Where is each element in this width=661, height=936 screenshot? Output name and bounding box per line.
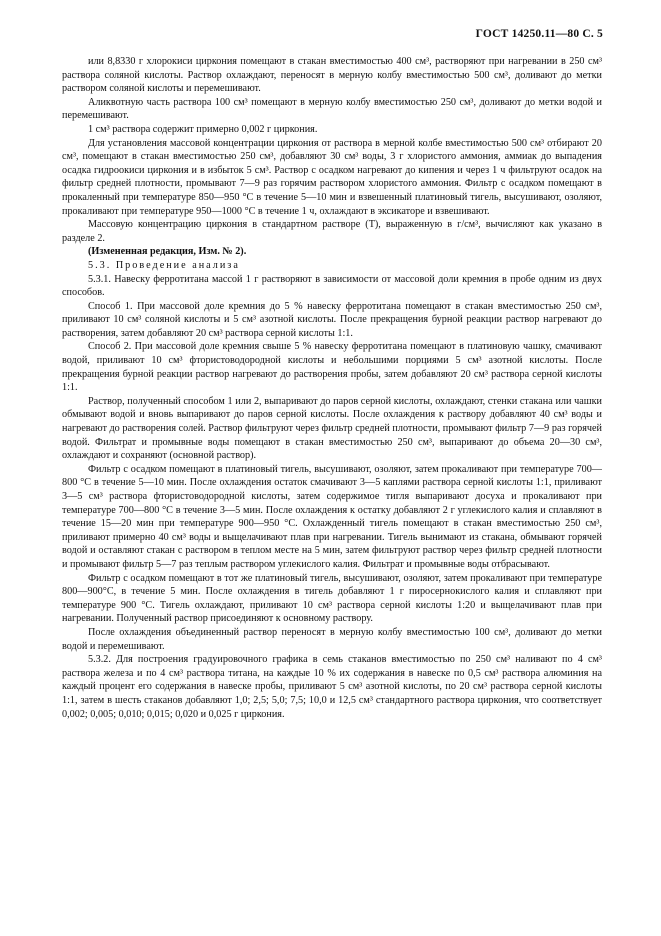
paragraph-2: Аликвотную часть раствора 100 см³ помещают в мерную колбу вместимостью 250 см³, доливают до метки водой и перемешивают. [62,96,602,122]
paragraph-3: 1 см³ раствора содержит примерно 0,002 г циркония. [88,123,318,135]
method-1-paragraph: Способ 1. При массовой доле кремния до 5 % навеску ферротитана помещают в стакан вместимостью 250 см³, приливают 10 см³ соляной кислоты и 5 см³ азотной кислоты. После прекращения бурной реакции раствор нагревают до растворения, затем добавляют 20 см³ раствора серной кислоты 1:1. [62,300,602,339]
section-heading: 5.3. Проведение анализа [88,259,240,271]
paragraph-combined: После охлаждения объединенный раствор переносят в мерную колбу вместимостью 100 см³, доливают до метки водой и перемешивают. [62,626,602,652]
paragraph-evaporation: Раствор, полученный способом 1 или 2, выпаривают до паров серной кислоты, охлаждают, стенки стакана или чашки обмывают водой и вновь выпаривают до паров серной кислоты. После охлаждения к раствору добавляют 40 см³ воды и нагревают до растворения солей. Раствор фильтруют через фильтр средней плотности, промывают фильтр 7—9 раз горячей водой. Фильтрат и промывные воды помещают в стакан вместимостью 250 см³, выпаривают до объема 20—30 см³, охлаждают и сохраняют (основной раствор). [62,395,602,462]
page-header: ГОСТ 14250.11—80 С. 5 [475,28,603,40]
paragraph-5: Массовую концентрацию циркония в стандартном растворе (Т), выраженную в г/см³, вычисляют как указано в разделе 2. [62,219,602,244]
paragraph-1: или 8,8330 г хлорокиси циркония помещают в стакан вместимостью 400 см³, растворяют при нагревании в 250 см³ раствора соляной кислоты. Раствор охлаждают, переносят в мерную колбу вместимостью 500 см³, доливают до метки раствором соляной кислоты и перемешивают. [62,56,602,95]
paragraph-filter-1: Фильтр с осадком помещают в платиновый тигель, высушивают, озоляют, затем прокаливают при температуре 700—800 °С в течение 5—10 мин. После охлаждения остаток смачивают 3—5 каплями раствора серной кислоты 1:1, приливают 3—5 см³ раствора фтористоводородной кислоты, затем содержимое тигля выпаривают досуха и прокаливают при температуре 700—800 °С в течение 3—5 мин. После охлаждения к остатку добавляют 2 г углекислого калия и сплавляют в течение 15—20 мин при температуре 900—950 °С. Охлажденный тигель помещают в стакан вместимостью 250 см³, приливают примерно 40 см³ воды и выщелачивают плав при нагревании. Тигель вынимают из стакана, обмывают горячей водой и оставляют стакан с раствором в теплом месте на 5 мин, затем фильтруют раствор через фильтр средней плотности и промывают фильтр 5—7 раз теплым раствором углекислого калия. Фильтрат и промывные воды отбрасывают. [62,463,602,570]
paragraph-filter-2: Фильтр с осадком помещают в тот же платиновый тигель, высушивают, озоляют, затем прокаливают при температуре 800—900°С, в течение 5 мин. После охлаждения в тигель добавляют 1 г пиросернокислого калия и сплавляют при температуре 900 °С. Тигель охлаждают, приливают 10 см³ раствора серной кислоты 1:20 и выщелачивают плав при нагревании. Полученный раствор присоединяют к основному раствору. [62,572,602,625]
paragraph-532: 5.3.2. Для построения градуировочного графика в семь стаканов вместимостью по 250 см³ наливают по 4 см³ раствора железа и по 4 см³ раствора титана, на каждые 10 % их содержания в навеске по 0,5 см³ раствора алюминия на каждый процент его содержания в навеске пробы, приливают 5 см³ азотной кислоты, по 20 см³ раствора серной кислоты 1:1, затем в шесть стаканов добавляют 1,0; 2,5; 5,0; 7,5; 10,0 и 12,5 см³ стандартного раствора циркония, что соответствует 0,002; 0,005; 0,010; 0,015; 0,020 и 0,025 г циркония. [62,654,602,720]
method-2-paragraph: Способ 2. При массовой доле кремния свыше 5 % навеску ферротитана помещают в платиновую чашку, смачивают водой, приливают 10 см³ фтористоводородной кислоты и небольшими порциями 5 см³ азотной кислоты. После прекращения бурной реакции раствор нагревают до растворения пробы, затем добавляют 20 см³ раствора серной кислоты 1:1. [62,341,602,394]
amendment-note: (Измененная редакция, Изм. № 2). [88,246,247,258]
paragraph-4: Для установления массовой концентрации циркония от раствора в мерной колбе вместимостью 500 см³ отбирают 20 см³, помещают в стакан вместимостью 250 см³, добавляют 30 см³ воды, 3 г хлористого аммония, аммиак до выпадения осадка гидроокиси циркония и в избыток 5 см³. Раствор с осадком нагревают до кипения и через 1 ч фильтруют осадок на фильтр средней плотности, промывают 7—9 раз горячим раствором хлористого аммония. Фильтр с осадком помещают в прокаленный при температуре 850—950 °С в течение 5—10 мин и взвешенный платиновый тигель, высушивают, озоляют, прокаливают при температуре 950—1000 °С в течение 1 ч, охлаждают в эксикаторе и взвешивают. [62,137,602,217]
document-body [62,55,602,721]
paragraph-531: 5.3.1. Навеску ферротитана массой 1 г растворяют в зависимости от массовой доли кремния в пробе одним из двух способов. [62,273,602,299]
